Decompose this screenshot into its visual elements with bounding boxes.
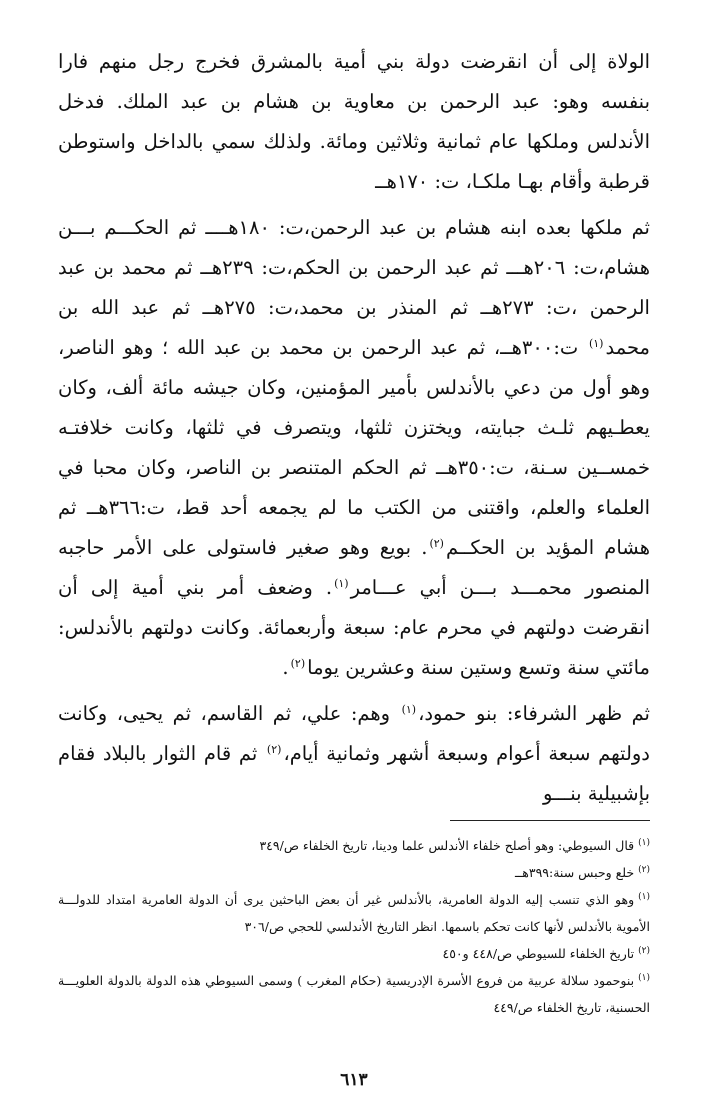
paragraph-1: الولاة إلى أن انقرضت دولة بني أمية بالمشرق فخرج رجل منهم فارا بنفسه وهو: عبد الرحمن بن معاوية بن هشام بن عبد الملك. فدخل الأندلس وملكها عام ثمانية وثلاثين ومائة. ولذلك سمي بالداخل واستوطن قرطبة وأقام بهـا ملكـا، ت: ١٧٠هــ [58, 50, 650, 193]
footnote-1-text: قال السيوطي: وهو أصلح خلفاء الأندلس علما ودينا، تاريخ الخلفاء ص/٣٤٩ [259, 838, 635, 853]
footnotes-section [58, 832, 650, 1021]
main-text [58, 42, 650, 814]
paragraph-2-part-e: . [282, 656, 289, 679]
paragraph-3-part-a: ثم ظهر الشرفاء: بنو حمود، [418, 702, 650, 725]
footnote-3-mark: (١) [638, 891, 650, 902]
footnote-ref-2[interactable]: (٢) [429, 536, 444, 550]
footnote-ref-6[interactable]: (٢) [266, 742, 282, 756]
footnote-3-text: وهو الذي تنسب إليه الدولة العامرية، بالأندلس غير أن بعض الباحثين يرى أن الدولة العامرية امتداد للدولـــة الأموية بالأندلس لأنها كانت تحكم باسمها. انظر التاريخ الأندلسي للحجي ص/٣٠٦ [58, 892, 650, 934]
footnote-ref-3[interactable]: (١) [334, 576, 349, 590]
paragraph-2 [58, 208, 650, 688]
footnote-3 [58, 886, 650, 940]
footnote-1-mark: (١) [638, 837, 650, 848]
paragraph-3 [58, 694, 650, 814]
footnote-2 [58, 859, 650, 886]
footnote-5-text: بنوحمود سلالة عربية من فروع الأسرة الإدريسية (حكام المغرب ) وسمى السيوطي هذه الدولة بالدولة العلويـــة الحسنية، تاريخ الخلفاء ص/٤٤٩ [58, 973, 650, 1015]
page-number: ٦١٣ [340, 1070, 368, 1090]
footnote-1 [58, 832, 650, 859]
paragraph-3-part-b: وهم: علي، ثم القاسم، ثم يحيى، وكانت دولتهم سبعة أعوام وسبعة أشهر وثمانية أيام، [58, 702, 650, 765]
footnote-2-mark: (٢) [638, 864, 650, 875]
footnote-4-text: تاريخ الخلفاء للسيوطي ص/٤٤٨ و٤٥٠ [442, 946, 635, 961]
footnote-ref-5[interactable]: (١) [401, 702, 417, 716]
footnote-5 [58, 967, 650, 1021]
footnote-5-mark: (١) [638, 972, 650, 983]
paragraph-2-part-a: ثم ملكها بعده ابنه هشام بن عبد الرحمن،ت: ١٨٠هــــ ثم الحكـــم بـــن هشام،ت: ٢٠٦هـــ ثم عبد الرحمن بن الحكم،ت: ٢٣٩هــ ثم محمد بن عبد الرحمن ،ت: ٢٧٣هــ ثم المنذر بن محمد،ت: ٢٧٥هــ ثم عبد الله بن محمد [58, 216, 650, 359]
paragraph-2-part-d: . وضعف أمر بني أمية إلى أن انقرضت دولتهم في محرم عام: سبعة وأربعمائة. وكانت دولتهم بالأندلس: مائتي سنة وتسع وستين سنة وعشرين يوما [58, 576, 650, 679]
footnote-4-mark: (٢) [638, 945, 650, 956]
paragraph-2-part-c: . بويع وهو صغير فاستولى على الأمر حاجبه المنصور محمـــد بـــن أبي عـــامر [58, 536, 650, 599]
paragraph-3-part-c: ثم قام الثوار بالبلاد فقام بإشبيلية بنـــو [58, 742, 650, 805]
footnote-2-text: خلع وحبس سنة:٣٩٩هــ [514, 865, 635, 880]
footnote-4 [58, 940, 650, 967]
footnote-divider [450, 820, 650, 821]
footnote-ref-4[interactable]: (٢) [290, 656, 306, 670]
footnote-ref-1[interactable]: (١) [588, 336, 604, 350]
paragraph-2-part-b: ت:٣٠٠هــ، ثم عبد الرحمن بن محمد بن عبد الله ؛ وهو الناصر، وهو أول من دعي بالأندلس بأمير المؤمنين، وكان جيشه مائة ألف، وكان يعطـيهم ثلـث جبايته، ويختزن ثلثها، ويتصرف في ثلثها، وكانت خلافتـه خمســين سـنة، ت:٣٥٠هــ ثم الحكم المتنصر بن الناصر، وكان محبا في العلماء والعلم، واقتنى من الكتب ما لم يجمعه أحد قط، ت:٣٦٦هــ ثم هشام المؤيد بن الحكــم [58, 336, 651, 559]
